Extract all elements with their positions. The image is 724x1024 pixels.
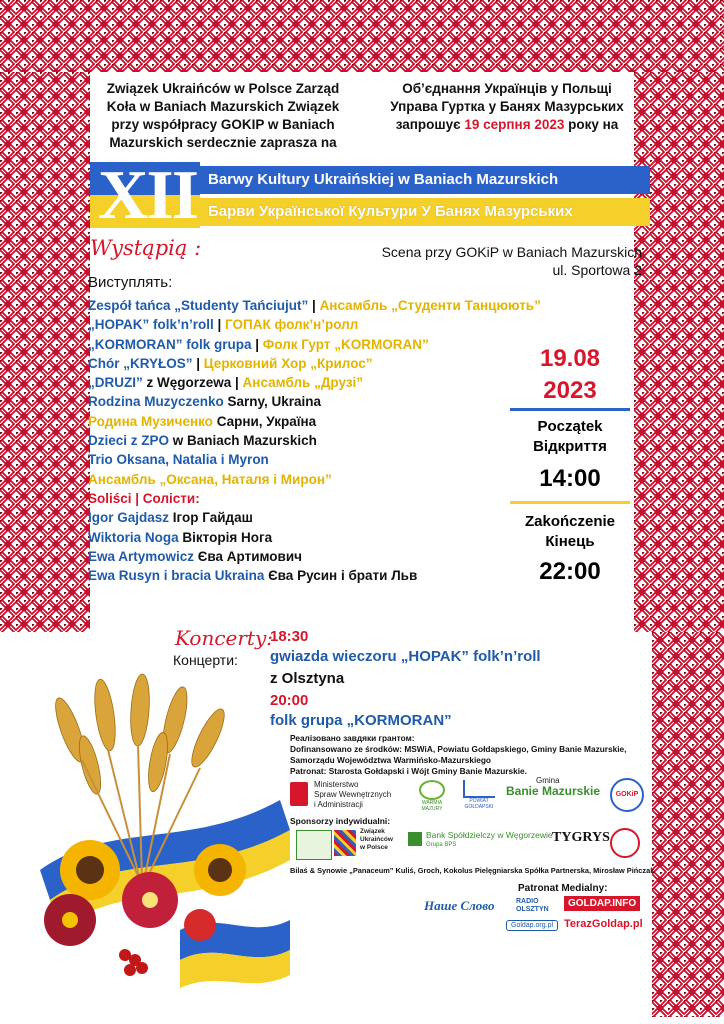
end-label-pl: Zakończenie [524, 513, 616, 530]
header-date: 19 серпня 2023 [464, 117, 565, 132]
funding-line: Реалізовано завдяки грантом: [290, 733, 415, 743]
lineup-segment: ГОПАК фолк’н’ролл [225, 317, 359, 333]
bank-sub: Grupa BPS [426, 842, 457, 848]
lineup-segment: Wiktoria Noga [88, 529, 179, 545]
lineup-line [88, 354, 528, 373]
lineup-line [88, 373, 528, 392]
lineup-segment: | [308, 298, 320, 313]
venue-line: Scena przy GOKiP w Baniach Mazurskich [381, 244, 642, 260]
lineup-segment: Єва Русин і брати Льв [264, 568, 418, 584]
warmia-emblem-icon [419, 780, 445, 800]
lineup-segment: z Węgorzewa [142, 375, 236, 391]
lineup-line [88, 528, 528, 547]
lineup-segment: Вікторія Нога [178, 529, 273, 545]
performers-ua-label: Виступлять: [88, 274, 173, 291]
start-time: 14:00 [539, 465, 601, 492]
goldap-info-logo: GOLDAP.INFO [564, 896, 640, 911]
concerts-ua-label: Концерти: [173, 652, 238, 668]
lineup-segment: Фолк Гурт „KORMORAN” [262, 336, 429, 352]
lineup-segment: Ігор Гайдаш [169, 510, 253, 526]
start-label-ua: Відкриття [533, 438, 607, 455]
lineup-segment: Сарни, Україна [212, 413, 317, 429]
header-polish [88, 80, 358, 152]
funding-line: Dofinansowano ze środków: MSWiA, Powiatu Gołdapskiego, Gminy Banie Mazurskie, [290, 744, 627, 754]
event-date: 19.08 [539, 345, 601, 372]
lineup-segment: Soliści | Солісти: [88, 490, 200, 506]
warmia-mazury-logo [412, 780, 452, 812]
end-time: 22:00 [539, 558, 601, 585]
zwiazek-emblem-icon [334, 830, 356, 856]
lineup-list [88, 296, 541, 585]
lineup-segment: Ансамбль „Оксана, Наталя і Мирон” [88, 471, 332, 487]
teraz-goldap-logo: TerazGoldap.pl [564, 918, 643, 930]
lineup-line [88, 470, 528, 489]
concert-place-1: z Olsztyna [270, 670, 345, 687]
lineup-segment: Igor Gajdasz [88, 510, 170, 526]
event-year: 2023 [543, 377, 597, 404]
embroidery-border-right [634, 72, 724, 632]
embroidery-border-top [0, 0, 724, 72]
zwiazek-ukraincow-logo [334, 828, 406, 860]
sponsor-round-logo [610, 828, 640, 858]
concert-act-2: folk grupa „KORMORAN” [270, 712, 452, 729]
header-line: przy współpracy GOKIP w Baniach [111, 117, 335, 132]
header-line: Управа Гуртка у Банях Мазурських [390, 99, 624, 114]
divider-yellow [510, 501, 630, 504]
header-line: Koła w Baniach Mazurskich Związek [106, 99, 340, 114]
header-text: року на [564, 117, 619, 132]
tygrys-logo: TYGRYS [552, 830, 610, 845]
lineup-segment: Ewa Artymowicz [88, 548, 195, 564]
divider-blue [510, 408, 630, 411]
concerts-script-label: Koncerty: [175, 626, 273, 650]
lineup-segment: Chór „KRYŁOS” [88, 355, 193, 371]
lineup-line [88, 412, 528, 431]
lineup-line [88, 450, 528, 469]
title-polish: Barwy Kultury Ukraińskiej w Baniach Mazurskich [200, 166, 650, 194]
header-ukrainian [372, 80, 642, 134]
concert-time-2: 20:00 [270, 692, 309, 709]
header-text: запрошує [395, 117, 465, 132]
lineup-segment: Ewa Rusyn i bracia Ukraina [88, 568, 265, 584]
eagle-emblem-icon [290, 782, 308, 806]
title-banner [90, 157, 650, 234]
lineup-segment: „KORMORAN” folk grupa [88, 336, 252, 352]
ministry-line: Spraw Wewnętrznych [314, 790, 392, 799]
title-ukrainian: Барви Української Культури У Банях Мазурських [200, 198, 650, 226]
lineup-segment: | [192, 355, 204, 371]
lineup-line [88, 431, 528, 450]
lineup-segment: w Baniach Mazurskich [169, 433, 317, 449]
lineup-segment: | [213, 317, 226, 333]
lineup-segment: Dzieci z ZPO [88, 433, 170, 449]
bank-emblem-icon [408, 832, 422, 846]
ministry-line: i Administracji [314, 800, 363, 809]
lineup-line [88, 489, 528, 508]
bank-logo [408, 830, 553, 856]
venue-line: ul. Sportowa 2 [552, 262, 642, 278]
gmina-name: Banie Mazurskie [506, 784, 601, 798]
lineup-segment: „HOPAK” folk’n’roll [88, 317, 214, 333]
ministry-name [314, 780, 391, 810]
lineup-segment: Єва Артимович [194, 548, 302, 564]
nashe-slovo-logo: Наше Слово [424, 898, 495, 913]
funding-line: Samorządu Województwa Warmińsko-Mazurskiego [290, 755, 492, 765]
concert-time-1: 18:30 [270, 628, 309, 645]
sponsors-label: Sponsorzy indywidualni: [290, 816, 391, 826]
powiat-goldapski-logo [456, 780, 502, 812]
wheat-flowers-illustration [30, 670, 290, 1000]
sponsor-green-logo [296, 830, 332, 860]
lineup-line [88, 508, 528, 527]
lineup-line [88, 566, 528, 585]
lineup-segment: | [235, 375, 243, 391]
individual-sponsors: Bilaś & Synowie „Panaceum” Kuliś, Groch, Kokolus Pielęgniarska Spółka Partnerska, Mirosław Pińczak [290, 866, 655, 875]
concert-act-1: gwiazda wieczoru „HOPAK” folk’n’roll [270, 648, 541, 665]
edition-numeral: XII [98, 157, 198, 234]
gokip-logo: GOKiP [610, 778, 644, 812]
lineup-line [88, 335, 528, 354]
header-line: Mazurskich serdecznie zaprasza na [109, 135, 337, 150]
lineup-line [88, 315, 528, 334]
header-line [372, 116, 642, 134]
lineup-line [88, 547, 528, 566]
funding-info [290, 733, 650, 777]
lineup-segment: Ансамбль „Студенти Танцюють” [319, 298, 541, 313]
lineup-line [88, 392, 528, 411]
date-block [508, 344, 632, 590]
ministry-line: Ministerstwo [314, 780, 359, 789]
lineup-segment: „DRUZI” [88, 375, 143, 391]
funding-line: Patronat: Starosta Gołdapski i Wójt Gminy Banie Mazurskie. [290, 766, 527, 776]
gmina-banie-logo [506, 776, 610, 816]
powiat-label: POWIAT GOŁDAPSKI [464, 798, 494, 810]
lineup-segment: Церковний Хор „Крилос” [203, 355, 373, 371]
lineup-line [88, 296, 541, 315]
bank-name: Bank Spółdzielczy w Węgorzewie [426, 830, 553, 840]
embroidery-border-right-lower [652, 632, 724, 1017]
lineup-segment: Trio Oksana, Natalia i Myron [88, 452, 269, 468]
venue [340, 243, 642, 279]
lineup-segment: Zespół tańca „Studenty Tańciujut” [88, 298, 309, 313]
end-label-ua: Кінець [545, 533, 595, 550]
goldap-org-logo: Goldap.org.pl [506, 920, 558, 931]
lineup-segment: Родина Музиченко [88, 413, 213, 429]
embroidery-border-left [0, 72, 90, 632]
zwiazek-line: w Polsce [360, 844, 388, 851]
performers-script-label: Wystąpią : [90, 236, 202, 260]
powiat-emblem-icon [463, 780, 495, 798]
header-line: Об’єднання Українців у Польщі [402, 81, 612, 96]
zwiazek-name [360, 828, 393, 852]
gmina-label: Gmina [536, 776, 560, 785]
header-line: Związek Ukraińców w Polsce Zarząd [106, 81, 340, 96]
lineup-segment: Ансамбль „Друзі” [242, 375, 364, 391]
roman-numeral-block [90, 157, 200, 234]
media-patronage-label: Patronat Medialny: [518, 883, 608, 894]
ministry-logo [290, 780, 412, 814]
warmia-label: WARMIA MAZURY [421, 800, 443, 812]
lineup-segment: Rodzina Muzyczenko [88, 394, 224, 410]
wheat-ears [50, 673, 230, 796]
start-label-pl: Początek [537, 418, 603, 435]
zwiazek-line: Ukraińców [360, 836, 393, 843]
lineup-segment: | [251, 336, 263, 352]
zwiazek-line: Związek [360, 828, 385, 835]
lineup-segment: Sarny, Ukraina [223, 394, 322, 410]
radio-olsztyn-logo: RADIO OLSZTYN [516, 898, 549, 913]
